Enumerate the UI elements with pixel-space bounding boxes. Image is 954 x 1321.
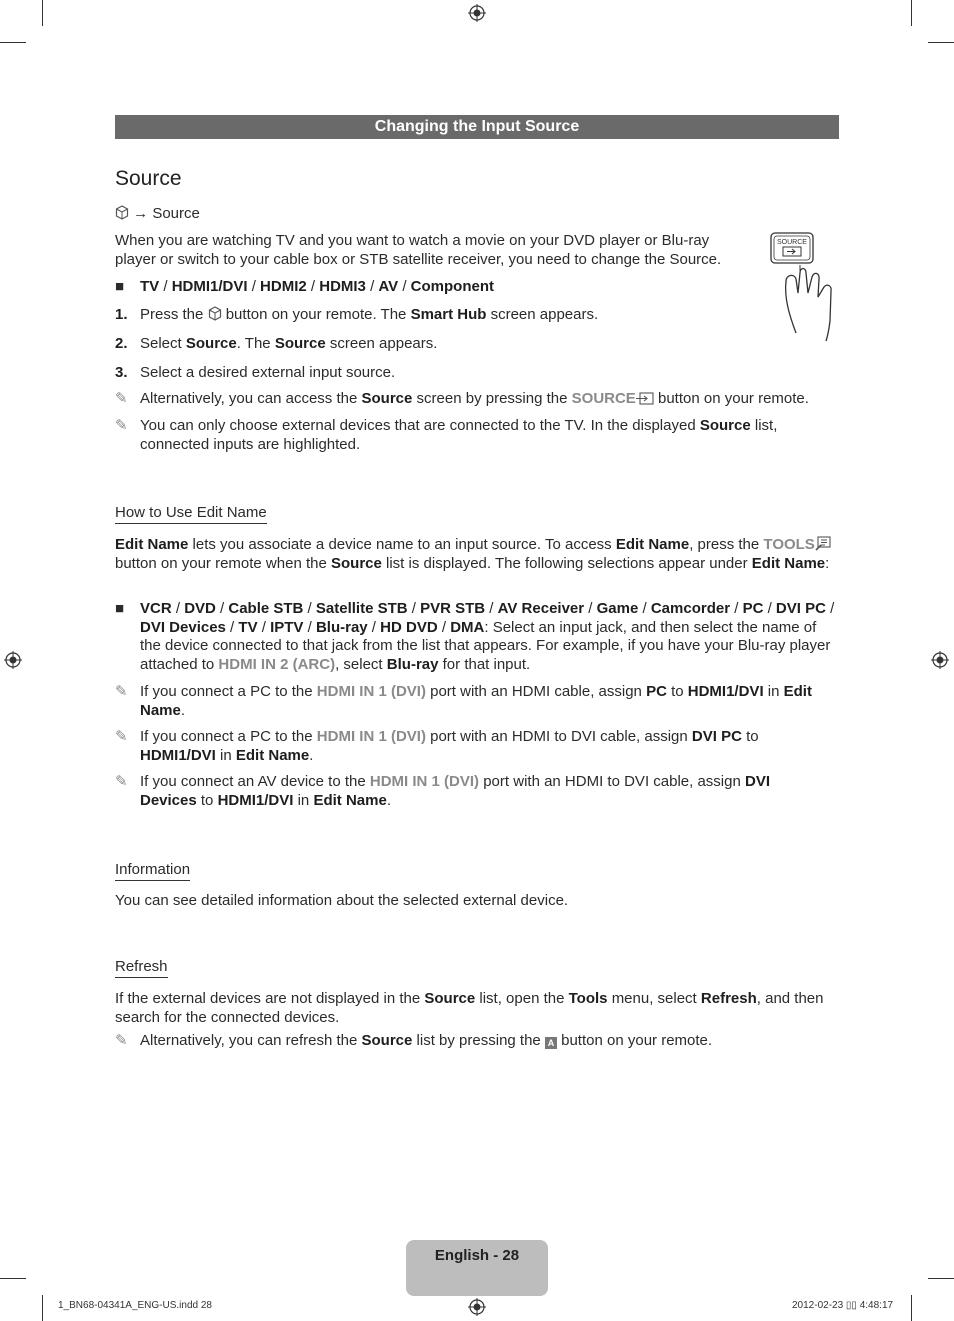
crop-mark (42, 0, 43, 26)
step-number: 2. (115, 335, 128, 352)
file-name: 1_BN68-04341A_ENG-US.indd 28 (58, 1300, 212, 1311)
step-3: Select a desired external input source. (140, 364, 396, 381)
step-number: 1. (115, 306, 128, 323)
note-pencil-icon: ✎ (115, 728, 128, 745)
crop-mark (0, 42, 26, 43)
input-hdmi2: HDMI2 (260, 278, 307, 295)
crop-mark (928, 1278, 954, 1279)
step-2: Select Source. The Source screen appears. (140, 335, 438, 352)
refresh-note: Alternatively, you can refresh the Source list by pressing the A button on your remote. (140, 1032, 713, 1049)
crop-mark (911, 1295, 912, 1321)
input-tv: TV (140, 278, 160, 295)
source-note-1: Alternatively, you can access the Source screen by pressing the SOURCE button on your remote. (140, 390, 809, 407)
remote-button-label: SOURCE (777, 239, 807, 246)
note-pencil-icon: ✎ (115, 683, 128, 700)
bullet-marker: ■ (115, 278, 125, 295)
edit-name-note-2: If you connect a PC to the HDMI IN 1 (DVI) port with an HDMI to DVI cable, assign DVI PC to HDMI1/DVI in Edit Name. (140, 728, 759, 764)
registration-mark-icon (468, 1298, 486, 1316)
print-timestamp: 2012-02-23 ▯▯ 4:48:17 (792, 1300, 894, 1311)
note-pencil-icon: ✎ (115, 417, 128, 434)
input-av: AV (378, 278, 399, 295)
edit-name-heading: How to Use Edit Name (115, 504, 267, 524)
edit-name-note-3: If you connect an AV device to the HDMI IN 1 (DVI) port with an HDMI to DVI cable, assign DVI Devices to HDMI1/DVI in Edit Name. (140, 773, 771, 809)
registration-mark-icon (4, 651, 22, 669)
note-pencil-icon: ✎ (115, 390, 128, 407)
note-pencil-icon: ✎ (115, 1032, 128, 1049)
bullet-marker: ■ (115, 600, 125, 617)
smart-hub-icon (208, 306, 222, 321)
information-text: You can see detailed information about the selected external device. (115, 892, 569, 909)
menu-path (115, 205, 200, 224)
crop-mark (0, 1278, 26, 1279)
registration-mark-icon (931, 651, 949, 669)
page-title: Source (115, 167, 182, 190)
remote-source-button-icon (768, 231, 840, 343)
crop-mark (42, 1295, 43, 1321)
input-hdmi1: HDMI1/DVI (171, 278, 248, 295)
device-list: VCR / DVD / Cable STB / Satellite STB / PVR STB / AV Receiver / Game / Camcorder / PC / DVI PC / DVI Devices / TV / IPTV / Blu-ray / HD DVD / DMA: Select an input jack, and then select the name of the device connected to that jack from the list that appears. For example, if you have your Blu-ray player attached to HDMI IN 2 (ARC), select Blu-ray for that input. (140, 600, 835, 673)
a-key-icon: A (545, 1037, 557, 1049)
input-component: Component (410, 278, 494, 295)
registration-mark-icon (468, 4, 486, 22)
source-note-2: You can only choose external devices that are connected to the TV. In the displayed Source list, connected inputs are highlighted. (140, 417, 778, 453)
crop-mark (928, 42, 954, 43)
information-heading: Information (115, 861, 190, 881)
refresh-text: If the external devices are not displayed in the Source list, open the Tools menu, select Refresh, and then search for the connected devices. (115, 990, 824, 1026)
refresh-heading: Refresh (115, 958, 168, 978)
edit-name-note-1: If you connect a PC to the HDMI IN 1 (DVI) port with an HDMI cable, assign PC to HDMI1/DVI in Edit Name. (140, 683, 812, 719)
section-title-bar: Changing the Input Source (115, 115, 839, 139)
input-list: TV / HDMI1/DVI / HDMI2 / HDMI3 / AV / Component (140, 278, 494, 295)
page-number: English - 28 (434, 1247, 520, 1264)
step-number: 3. (115, 364, 128, 381)
crop-mark (911, 0, 912, 26)
source-input-icon (636, 392, 654, 405)
input-hdmi3: HDMI3 (319, 278, 366, 295)
note-pencil-icon: ✎ (115, 773, 128, 790)
smart-hub-icon (115, 205, 129, 220)
menu-path-label: → Source (133, 205, 200, 222)
tools-icon (815, 536, 831, 551)
step-1: Press the button on your remote. The Smart Hub screen appears. (140, 306, 599, 323)
source-intro: When you are watching TV and you want to watch a movie on your DVD player or Blu-ray player or switch to your cable box or STB satellite receiver, you need to change the Source. (115, 232, 722, 268)
edit-name-intro: Edit Name lets you associate a device name to an input source. To access Edit Name, press the TOOLS button on your remote when the Source list is displayed. The following selections appear under Edit Name: (115, 536, 830, 572)
